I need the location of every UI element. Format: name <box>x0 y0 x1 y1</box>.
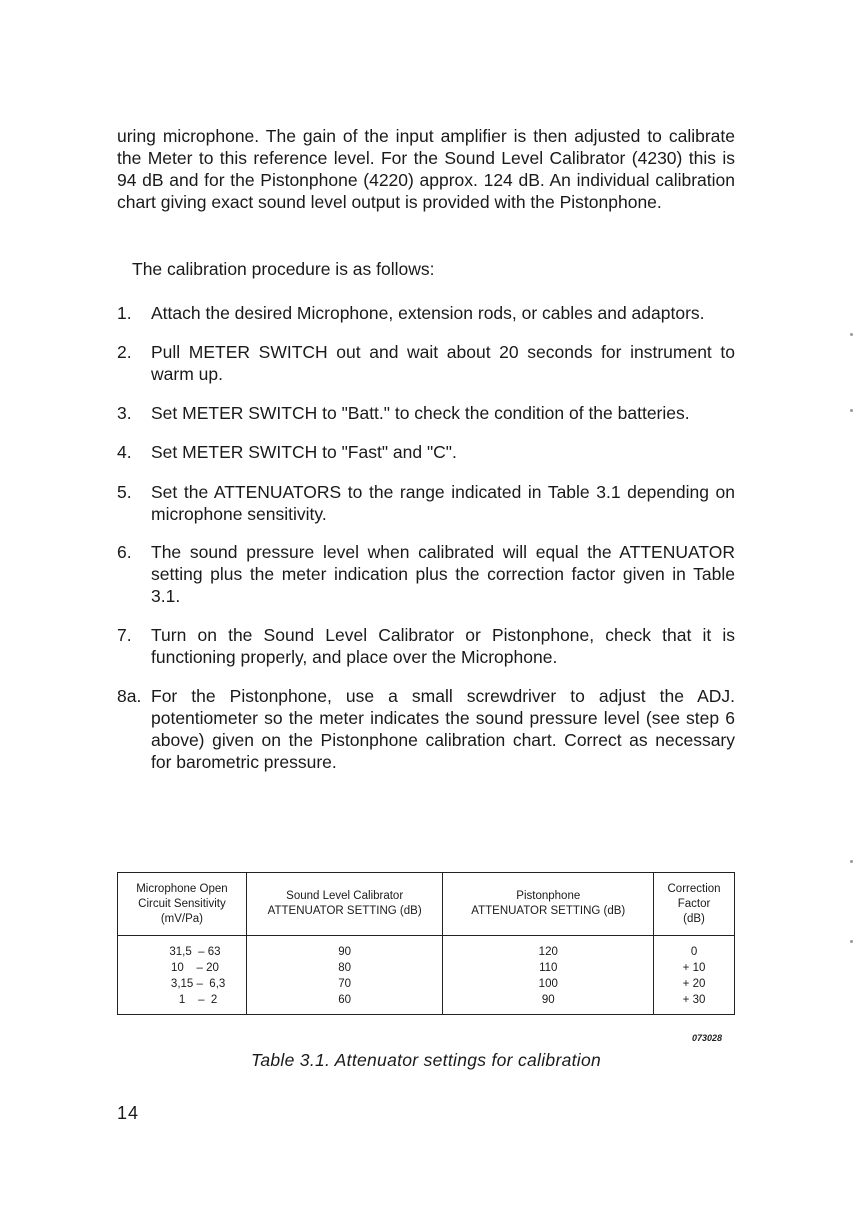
step-text: Turn on the Sound Level Calibrator or Pistonphone, check that it is functioning properly, and place over the Microphone. <box>151 625 735 667</box>
scan-speck <box>850 409 853 412</box>
step-number: 1. <box>117 303 132 323</box>
step-item <box>117 685 735 773</box>
header-sound-level-calibrator <box>246 873 443 936</box>
intro-paragraph: uring microphone. The gain of the input amplifier is then adjusted to calibrate the Meter to this reference level. For the Sound Level Calibrator (4230) this is 94 dB and for the Pistonphone (4220) approx. 124 dB. An individual calibration chart giving exact sound level output is provided with the Pistonphone. <box>117 126 735 212</box>
step-item <box>117 541 735 607</box>
cell-slc-setting: 80 <box>246 960 443 976</box>
step-number: 2. <box>117 342 132 362</box>
scan-speck <box>850 333 853 336</box>
header-line: Pistonphone <box>516 890 581 902</box>
calibration-steps <box>117 302 735 773</box>
scan-speck <box>850 860 853 863</box>
cell-correction: + 30 <box>654 992 735 1015</box>
header-line: Sound Level Calibrator <box>286 890 404 902</box>
header-line: ATTENUATOR SETTING (dB) <box>471 905 626 917</box>
step-text: Set METER SWITCH to "Batt." to check the condition of the batteries. <box>151 403 690 423</box>
header-line: ATTENUATOR SETTING (dB) <box>267 905 422 917</box>
table-row <box>118 960 735 976</box>
step-text: The sound pressure level when calibrated will equal the ATTENUATOR setting plus the meter indication plus the correction factor given in Table 3.1. <box>151 542 735 606</box>
header-line: (mV/Pa) <box>160 912 204 925</box>
cell-slc-setting: 90 <box>246 936 443 961</box>
procedure-intro: The calibration procedure is as follows: <box>132 259 435 279</box>
table-caption: Table 3.1. Attenuator settings for calibration <box>250 1050 602 1070</box>
step-number: 3. <box>117 403 132 423</box>
step-item <box>117 302 735 324</box>
step-text: Attach the desired Microphone, extension rods, or cables and adaptors. <box>151 303 705 323</box>
header-correction-factor <box>654 873 735 936</box>
header-pistonphone <box>443 873 654 936</box>
step-item <box>117 402 735 424</box>
header-line: Factor <box>677 897 711 910</box>
step-text: Set METER SWITCH to "Fast" and "C". <box>151 442 457 462</box>
step-item <box>117 441 735 463</box>
step-text: For the Pistonphone, use a small screwdriver to adjust the ADJ. potentiometer so the meter indicates the sound pressure level (see step 6 above) given on the Pistonphone calibration chart. Correct as necessary for barometric pressure. <box>151 686 735 772</box>
cell-sensitivity: 10 – 20 <box>118 960 247 976</box>
step-text: Pull METER SWITCH out and wait about 20 seconds for instrument to warm up. <box>151 342 735 384</box>
cell-sensitivity: 3,15 – 6,3 <box>118 976 247 992</box>
step-number: 6. <box>117 542 132 562</box>
header-line: Circuit Sensitivity <box>138 897 226 910</box>
figure-code: 073028 <box>691 1033 722 1043</box>
table-row <box>118 976 735 992</box>
step-item <box>117 624 735 668</box>
step-number: 5. <box>117 482 132 502</box>
cell-pistonphone-setting: 90 <box>443 992 654 1015</box>
cell-slc-setting: 60 <box>246 992 443 1015</box>
cell-sensitivity: 1 – 2 <box>118 992 247 1015</box>
table-header-row <box>118 873 735 936</box>
header-line: (dB) <box>683 912 705 925</box>
step-number: 7. <box>117 625 132 645</box>
cell-correction: + 20 <box>654 976 735 992</box>
page-number: 14 <box>117 1103 140 1123</box>
cell-sensitivity: 31,5 – 63 <box>118 936 247 961</box>
attenuator-settings-table <box>117 872 735 1015</box>
step-number: 8a. <box>117 686 142 706</box>
cell-correction: + 10 <box>654 960 735 976</box>
table-row <box>118 992 735 1015</box>
step-number: 4. <box>117 442 132 462</box>
cell-pistonphone-setting: 110 <box>443 960 654 976</box>
table-row <box>118 936 735 961</box>
header-sensitivity <box>118 873 247 936</box>
header-line: Correction <box>667 882 721 895</box>
cell-pistonphone-setting: 100 <box>443 976 654 992</box>
cell-pistonphone-setting: 120 <box>443 936 654 961</box>
step-item <box>117 481 735 525</box>
cell-correction: 0 <box>654 936 735 961</box>
scan-speck <box>850 940 853 943</box>
step-text: Set the ATTENUATORS to the range indicated in Table 3.1 depending on microphone sensitivity. <box>151 482 735 524</box>
header-line: Microphone Open <box>136 882 228 895</box>
step-item <box>117 341 735 385</box>
cell-slc-setting: 70 <box>246 976 443 992</box>
